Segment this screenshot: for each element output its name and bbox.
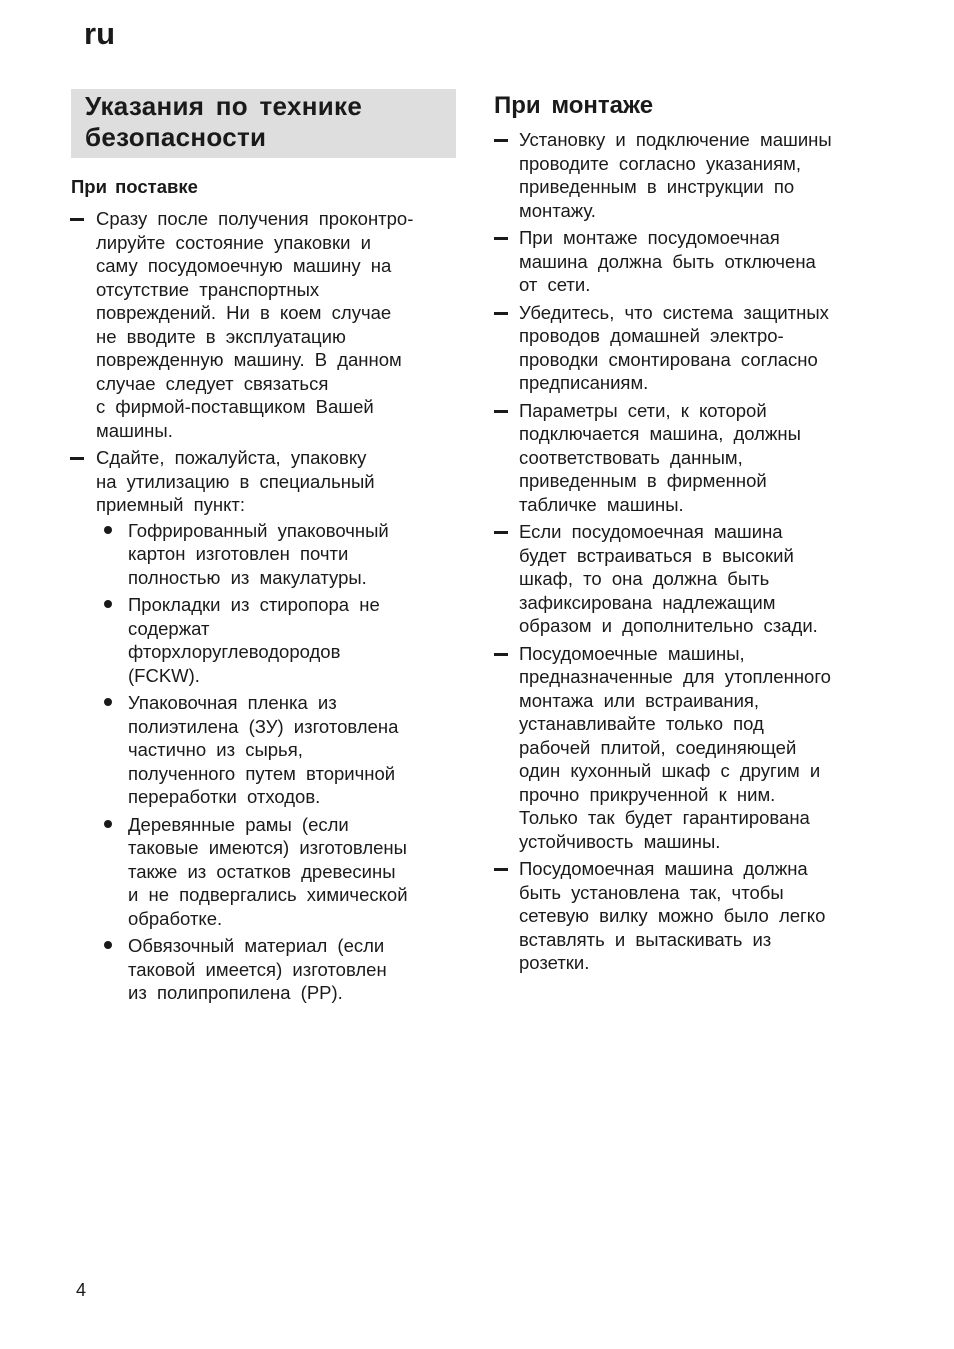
list-item [96, 446, 466, 1005]
list-item-text: Сдайте, пожалуйста, упаковку на утилизацию в специальный приемный пункт: [96, 447, 375, 515]
sub-list-item-text: Упаковочная пленка из полиэтилена (ЗУ) изготовлена частично из сырья, полученного путем вторичной переработки отходов. [128, 692, 399, 807]
list-item-text: Если посудомоечная машина будет встраиваться в высокий шкаф, то она должна быть зафиксирована надлежащим образом и дополнительно сзади. [519, 521, 818, 636]
dash-bullet-icon [494, 868, 508, 871]
language-label: ru [84, 16, 115, 51]
list-item [519, 399, 899, 517]
list-item [519, 226, 899, 297]
dash-bullet-icon [70, 457, 84, 460]
dash-bullet-icon [494, 653, 508, 656]
list-item [519, 301, 899, 395]
sub-list-item-text: Прокладки из стиропора не содержат фторхлоруглеводородов (FCKW). [128, 594, 380, 686]
list-item [96, 207, 466, 442]
page-number: 4 [76, 1280, 87, 1300]
list-item-text: Установку и подключение машины проводите согласно указаниям, приведенным в инструкции по монтажу. [519, 129, 832, 221]
list-item [519, 128, 899, 222]
subsection-heading-installation: При монтаже [494, 92, 654, 119]
sub-list-item [128, 691, 466, 809]
dot-bullet-icon [104, 820, 112, 828]
list-item [519, 857, 899, 975]
installation-list [519, 128, 899, 979]
subsection-heading-delivery: При поставке [71, 176, 198, 197]
sub-list-item [128, 934, 466, 1005]
dash-bullet-icon [494, 139, 508, 142]
list-item-text: Сразу после получения проконтро- лируйте состояние упаковки и саму посудомоечную машину на отсутствие транспортных повреждений. Ни в коем случае не вводите в эксплуатацию поврежденную машину. В данном случае следует связаться с фирмой-поставщиком Вашей машины. [96, 208, 414, 441]
section-title-box [71, 89, 456, 158]
list-item-text: Убедитесь, что система защитных проводов домашней электро- проводки смонтирована согласно предписаниям. [519, 301, 829, 393]
dash-bullet-icon [494, 312, 508, 315]
sub-list-item [128, 519, 466, 590]
list-item-text: Посудомоечные машины, предназначенные для утопленного монтажа или встраивания, устанавливайте только под рабочей плитой, соединяющей один кухонный шкаф с другим и прочно прикрученной к ним. Только так будет гарантирована устойчивость машины. [519, 642, 831, 852]
sub-list-item [128, 813, 466, 931]
dot-bullet-icon [104, 526, 112, 534]
sub-list-item-text: Обвязочный материал (если таковой имеется) изготовлен из полипропилена (PP). [128, 935, 387, 1003]
list-item [519, 642, 899, 854]
list-item [519, 520, 899, 638]
dash-bullet-icon [494, 237, 508, 240]
sub-list-item [128, 593, 466, 687]
sub-list-item-text: Деревянные рамы (если таковые имеются) изготовлены также из остатков древесины и не подвергались химической обработке. [128, 813, 408, 929]
dot-bullet-icon [104, 941, 112, 949]
dot-bullet-icon [104, 600, 112, 608]
dash-bullet-icon [494, 531, 508, 534]
sub-list-item-text: Гофрированный упаковочный картон изготовлен почти полностью из макулатуры. [128, 519, 389, 588]
dash-bullet-icon [70, 218, 84, 221]
list-item-text: Параметры сети, к которой подключается машина, должны соответствовать данным, приведенным в фирменной табличке машины. [519, 399, 801, 515]
section-title: Указания по технике безопасности [85, 91, 363, 152]
dot-bullet-icon [104, 698, 112, 706]
delivery-list [96, 207, 466, 1009]
dash-bullet-icon [494, 410, 508, 413]
material-list [128, 519, 466, 1005]
list-item-text: При монтаже посудомоечная машина должна быть отключена от сети. [519, 227, 816, 295]
list-item-text: Посудомоечная машина должна быть установлена так, чтобы сетевую вилку можно было легко вставлять и вытаскивать из розетки. [519, 858, 826, 973]
